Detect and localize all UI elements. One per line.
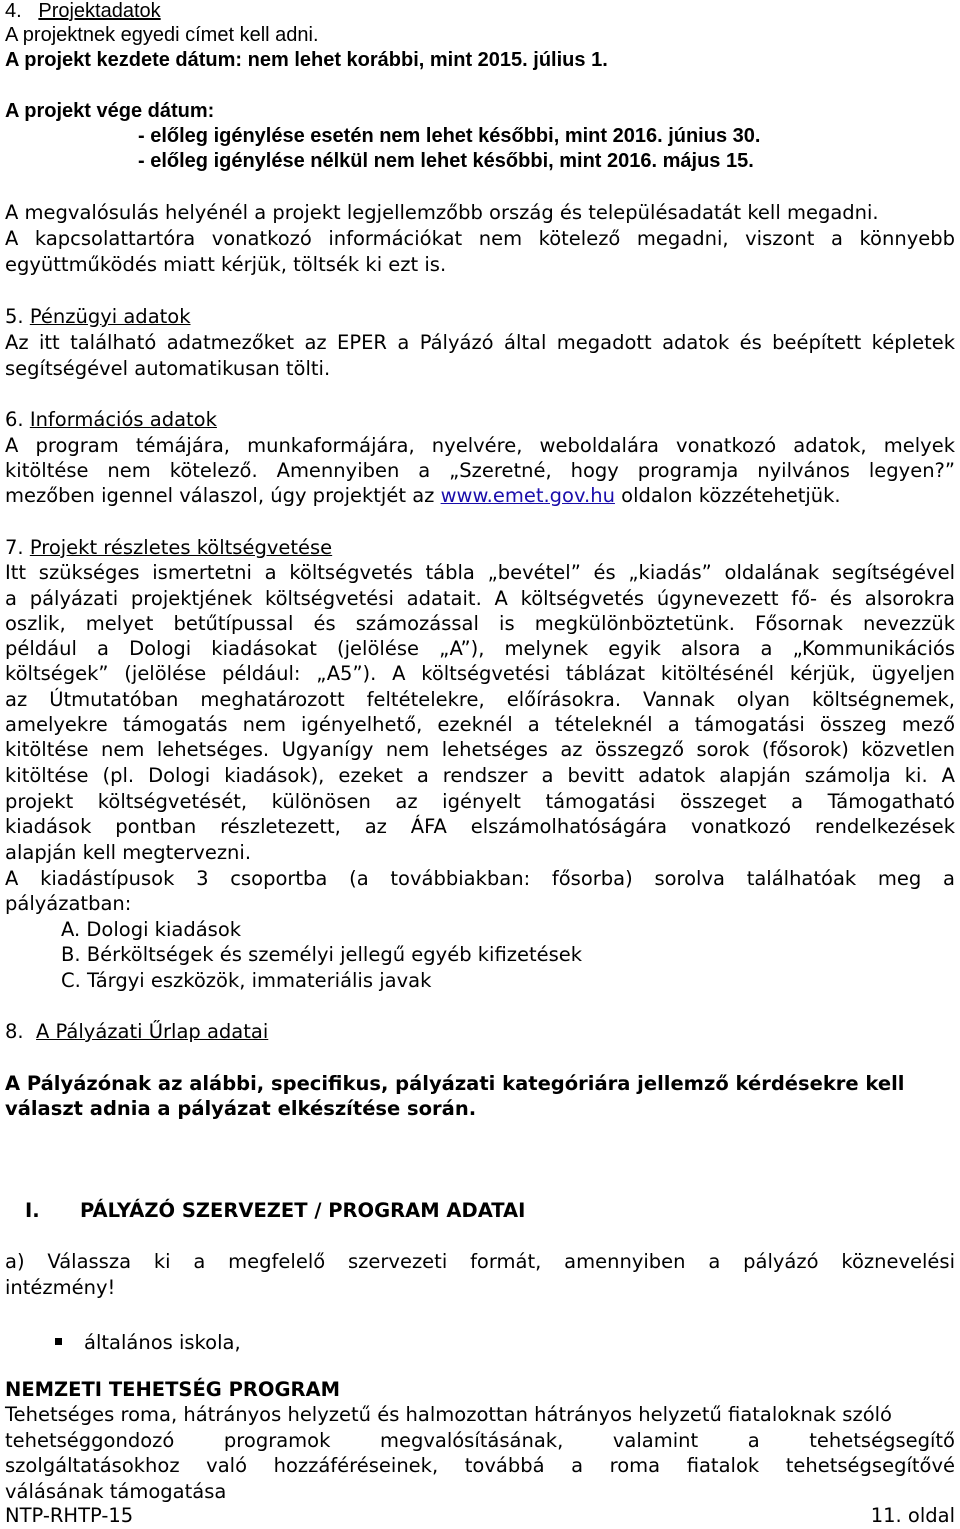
paragraph-line: Az itt található adatmezőket az EPER a Pályázó által megadott adatok és beépített képletek — [5, 331, 955, 354]
section-5-heading — [5, 304, 191, 330]
paragraph-line: a) Válassza ki a megfelelő szervezeti formát, amennyiben a pályázó köznevelési — [5, 1250, 955, 1273]
footer-description-line: tehetséggondozó programok megvalósításának, valamint a tehetségsegítő — [5, 1429, 955, 1452]
section-title: A Pályázati Űrlap adatai — [36, 1020, 269, 1043]
paragraph-line: kitöltése nem lehetséges. Ugyanígy nem lehetséges az összegző sorok (fősorok) közvetlen — [5, 738, 955, 761]
paragraph-line: intézmény! — [5, 1276, 116, 1299]
emet-website-link[interactable]: www.emet.gov.hu — [440, 484, 615, 507]
section-6-heading — [5, 407, 217, 433]
section-number: 8. — [5, 1020, 24, 1043]
section-title: Projektadatok — [38, 0, 161, 22]
paragraph-line: Itt szükséges ismertetni a költségvetés tábla „bevétel” és „kiadás” oldalának segítségével — [5, 561, 955, 584]
paragraph-line: segítségével automatikusan tölti. — [5, 357, 331, 380]
option-item — [55, 1330, 241, 1356]
footer-description-line: Tehetséges roma, hátrányos helyzetű és halmozottan hátrányos helyzetű fiataloknak szóló — [5, 1403, 892, 1426]
section-number: 6. — [5, 408, 24, 431]
paragraph-line: együttműködés miatt kérjük, töltsék ki ezt is. — [5, 253, 447, 276]
list-item: A. Dologi kiadások — [61, 918, 242, 941]
list-item: - előleg igénylése esetén nem lehet későbbi, mint 2016. június 30. — [138, 125, 761, 147]
section-number: 4. — [5, 0, 22, 22]
paragraph-line: például a Dologi kiadásokat (jelölése „A”), melynek egyik alsora a „Kommunikációs — [5, 637, 955, 660]
paragraph-line: amelyekre támogatás nem igényelhető, ezeknél a tételeknél a támogatási összeg mező — [5, 713, 955, 736]
paragraph-line: a pályázati projektjének költségvetési adatait. A költségvetés úgynevezett fő- és alsorokra — [5, 587, 955, 610]
footer-page-number: 11. oldal — [870, 1504, 955, 1527]
paragraph-line — [5, 483, 841, 509]
paragraph-line: oszlik, melyet betűtípussal és számozással is megkülönböztetünk. Fősornak nevezzük — [5, 612, 955, 635]
paragraph-line: az Útmutatóban meghatározott feltételekre, előírásokra. Vannak olyan költségnemek, — [5, 688, 955, 711]
paragraph-line: költségek” (jelölése például: „A5”). A költségvetési táblázat kitöltésénél kérjük, ügyeljen — [5, 662, 955, 685]
footer-code: NTP-RHTP-15 — [5, 1504, 134, 1527]
footer-description-line: szolgáltatásokhoz való hozzáféréseinek, továbbá a roma fiatalok tehetségsegítővé — [5, 1454, 955, 1477]
paragraph-line: A projektnek egyedi címet kell adni. — [5, 24, 319, 46]
section-number: 5. — [5, 305, 24, 328]
section-title: Projekt részletes költségvetése — [29, 536, 333, 559]
option-label: általános iskola, — [84, 1331, 241, 1354]
footer-bar — [5, 1503, 955, 1529]
paragraph-line: A projekt kezdete dátum: nem lehet korábbi, mint 2015. július 1. — [5, 49, 608, 71]
section-title: Információs adatok — [29, 408, 217, 431]
text-span: oldalon közzétehetjük. — [614, 484, 841, 507]
paragraph-line: A projekt vége dátum: — [5, 100, 215, 122]
footer-program-name: NEMZETI TEHETSÉG PROGRAM — [5, 1378, 340, 1401]
paragraph-line: választ adnia a pályázat elkészítése során. — [5, 1097, 477, 1120]
paragraph-line: A kapcsolattartóra vonatkozó információkat nem kötelező megadni, viszont a könnyebb — [5, 227, 955, 250]
paragraph-line: alapján kell megtervezni. — [5, 841, 252, 864]
footer-description-line: válásának támogatása — [5, 1480, 227, 1503]
list-item: B. Bérköltségek és személyi jellegű egyéb kifizetések — [61, 943, 583, 966]
section-number: 7. — [5, 536, 24, 559]
paragraph-line: A megvalósulás helyénél a projekt legjellemzőbb ország és településadatát kell megadni. — [5, 201, 879, 224]
section-4-heading — [5, 0, 161, 24]
section-8-heading — [5, 1019, 268, 1045]
section-I-number: I. — [25, 1199, 40, 1222]
list-item: - előleg igénylése nélkül nem lehet későbbi, mint 2016. május 15. — [138, 150, 754, 172]
text-span: mezőben igennel válaszol, úgy projektjét az — [5, 484, 441, 507]
paragraph-line: kitöltése nem kötelező. Amennyiben a „Szeretné, hogy programja nyilvános legyen?” — [5, 459, 955, 482]
square-bullet-icon — [55, 1338, 62, 1345]
list-item: C. Tárgyi eszközök, immateriális javak — [61, 969, 432, 992]
paragraph-line: A program témájára, munkaformájára, nyelvére, weboldalára vonatkozó adatok, melyek — [5, 434, 955, 457]
section-title: Pénzügyi adatok — [29, 305, 191, 328]
paragraph-line: A Pályázónak az alábbi, specifikus, pályázati kategóriára jellemző kérdésekre kell — [5, 1072, 905, 1095]
paragraph-line: projekt költségvetését, különösen az igényelt támogatási összeget a Támogatható — [5, 790, 955, 813]
paragraph-line: A kiadástípusok 3 csoportba (a továbbiakban: fősorba) sorolva találhatóak meg a — [5, 867, 955, 890]
paragraph-line: kitöltése (pl. Dologi kiadások), ezeket a rendszer a bevitt adatok alapján számolja ki. A — [5, 764, 955, 787]
paragraph-line: pályázatban: — [5, 892, 132, 915]
section-7-heading — [5, 535, 332, 561]
paragraph-line: kiadások pontban részletezett, az ÁFA elszámolhatóságára vonatkozó rendelkezések — [5, 815, 955, 838]
section-I-title: PÁLYÁZÓ SZERVEZET / PROGRAM ADATAI — [80, 1199, 526, 1222]
